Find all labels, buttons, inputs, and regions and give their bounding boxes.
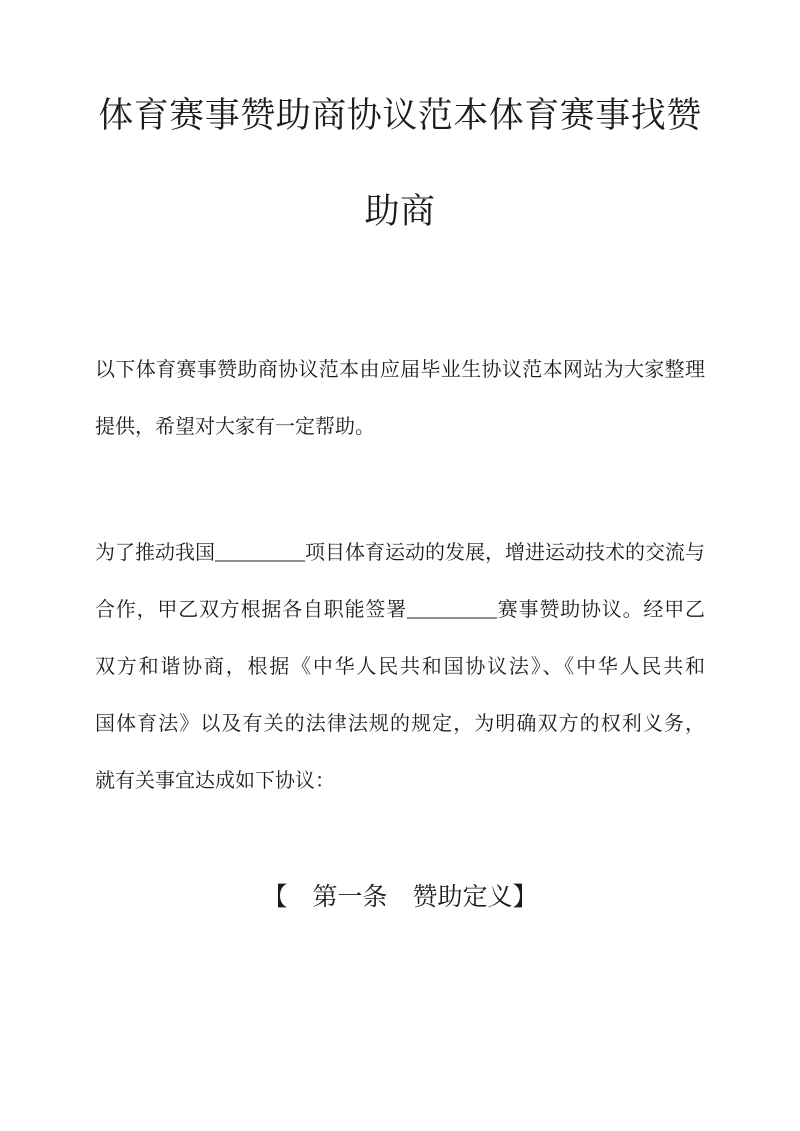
document-title-line-1: 体育赛事赞助商协议范本体育赛事找赞: [98, 96, 702, 135]
intro-paragraph: [95, 342, 705, 456]
document-title: [0, 68, 800, 260]
preamble-paragraph-line-3: 双方和谐协商，根据《中华人民共和国协议法》、《中华人民共和: [95, 656, 705, 678]
section-heading-article-1: 【 第一条 赞助定义】: [262, 884, 538, 911]
intro-paragraph-line-2: 提供，希望对大家有一定帮助。: [95, 416, 375, 438]
intro-paragraph-line-1: 以下体育赛事赞助商协议范本由应届毕业生协议范本网站为大家整理: [95, 359, 705, 381]
preamble-paragraph-line-5: 就有关事宜达成如下协议：: [95, 770, 335, 792]
preamble-paragraph: [95, 525, 705, 810]
preamble-paragraph-line-2: 合作，甲乙双方根据各自职能签署_________赛事赞助协议。经甲乙: [95, 599, 705, 621]
preamble-paragraph-line-4: 国体育法》以及有关的法律法规的规定，为明确双方的权利义务，: [95, 713, 705, 735]
document-title-line-2: 助商: [364, 192, 436, 231]
preamble-paragraph-line-1: 为了推动我国_________项目体育运动的发展，增进运动技术的交流与: [95, 542, 705, 564]
